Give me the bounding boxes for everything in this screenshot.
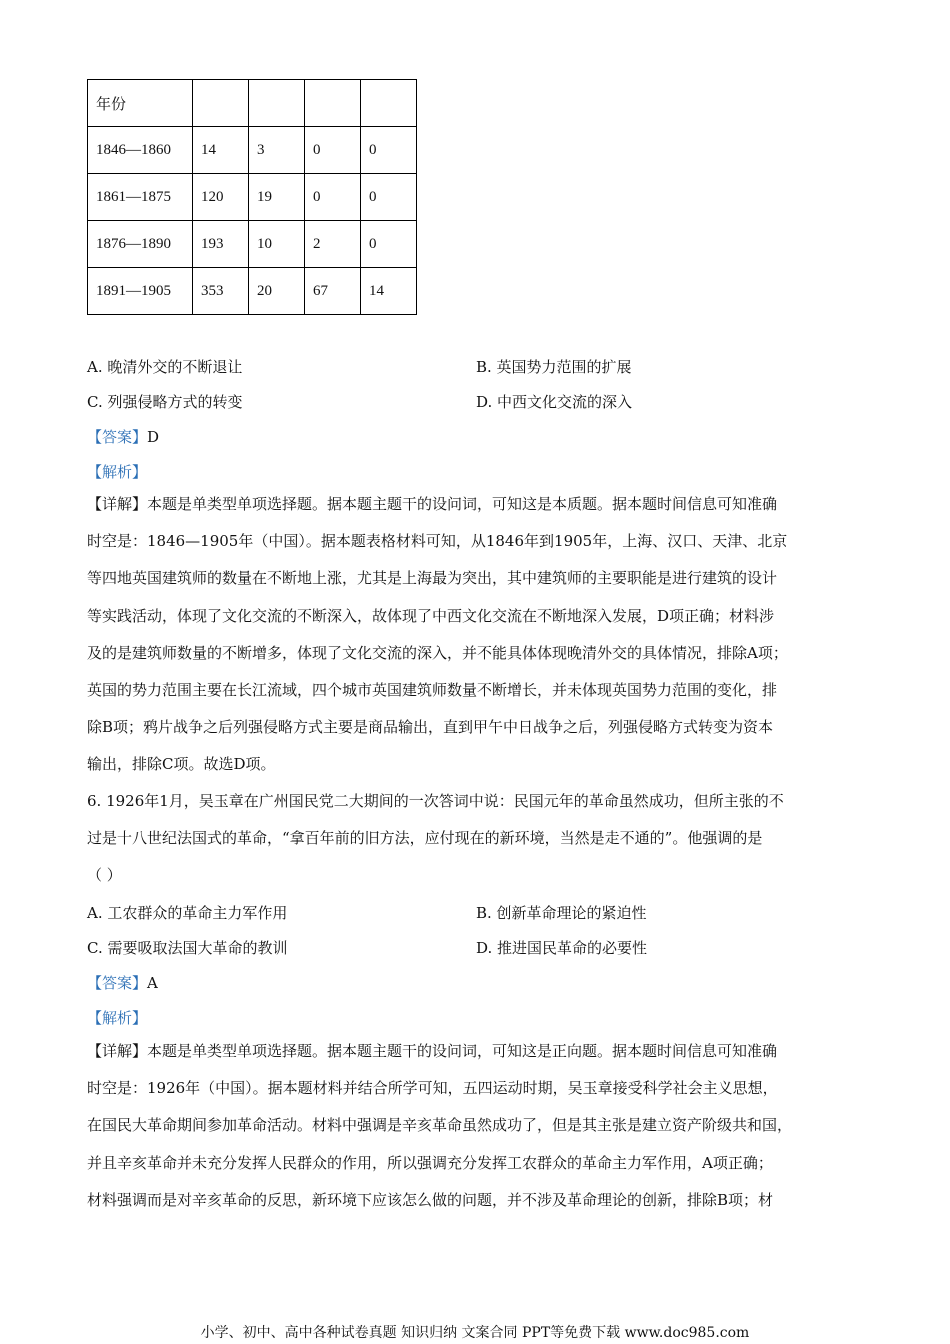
table-cell: 10 <box>249 221 305 268</box>
detail-text: 本题是单类型单项选择题。据本题主题干的设问词，可知这是正向题。据本题时间信息可知准确 <box>147 1042 778 1060</box>
table-cell: 0 <box>305 127 361 174</box>
table-cell: 3 <box>249 127 305 174</box>
table-header-cell <box>305 80 361 127</box>
table-header-row <box>88 80 417 127</box>
architect-count-table <box>87 79 417 315</box>
detail-line: 输出，排除C项。故选D项。 <box>87 755 276 774</box>
q5-detail-paragraph <box>87 486 867 784</box>
q6-option-b: B. 创新革命理论的紧迫性 <box>476 904 647 922</box>
detail-text: 本题是单类型单项选择题。据本题主题干的设问词，可知这是本质题。据本题时间信息可知准确 <box>147 495 778 513</box>
table-header-cell: 年份 <box>88 80 193 127</box>
table-cell: 14 <box>193 127 249 174</box>
analysis-tag: 【解析】 <box>87 1009 148 1027</box>
table-cell: 2 <box>305 221 361 268</box>
detail-line <box>87 486 867 523</box>
q5-analysis-heading <box>87 461 147 482</box>
detail-line <box>87 1033 867 1070</box>
detail-line: 材料强调而是对辛亥革命的反思，新环境下应该怎么做的问题，并不涉及革命理论的创新，排除B项；材 <box>87 1190 774 1209</box>
detail-line: 时空是：1846—1905年（中国）。据本题表格材料可知，从1846年到1905年，上海、汉口、天津、北京 <box>87 532 788 551</box>
q5-option-c: C. 列强侵略方式的转变 <box>87 393 243 411</box>
q5-option-a: A. 晚清外交的不断退让 <box>87 358 243 376</box>
footer-banner: 小学、初中、高中各种试卷真题 知识归纳 文案合同 PPT等免费下载 www.doc985.com <box>200 1325 750 1341</box>
detail-line: 除B项；鸦片战争之后列强侵略方式主要是商品输出，直到甲午中日战争之后，列强侵略方式转变为资本 <box>87 718 774 737</box>
detail-line: 及的是建筑师数量的不断增多，体现了文化交流的深入，并不能具体体现晚清外交的具体情况，排除A项； <box>87 643 788 662</box>
table-row <box>88 221 417 268</box>
detail-line: 时空是：1926年（中国）。据本题材料并结合所学可知，五四运动时期，吴玉章接受科学社会主义思想， <box>87 1079 778 1098</box>
table-cell: 0 <box>361 174 417 221</box>
stem-line: （ ） <box>87 866 122 885</box>
q6-option-c: C. 需要吸取法国大革命的教训 <box>87 939 288 957</box>
answer-value: A <box>147 974 158 992</box>
table-cell: 1861—1875 <box>88 174 193 221</box>
table-cell: 19 <box>249 174 305 221</box>
detail-tag: 【详解】 <box>87 495 148 513</box>
q6-analysis-heading <box>87 1007 147 1028</box>
answer-value: D <box>147 428 160 446</box>
table-cell: 0 <box>305 174 361 221</box>
table-cell: 1846—1860 <box>88 127 193 174</box>
q6-option-a: A. 工农群众的革命主力军作用 <box>87 904 288 922</box>
detail-line: 等实践活动，体现了文化交流的不断深入，故体现了中西文化交流在不断地深入发展，D项正确；材料涉 <box>87 606 775 625</box>
table-cell: 14 <box>361 268 417 315</box>
q5-answer <box>87 426 159 447</box>
table-cell: 0 <box>361 221 417 268</box>
table-header-cell <box>249 80 305 127</box>
q6-option-d: D. 推进国民革命的必要性 <box>476 939 648 957</box>
detail-line: 并且辛亥革命并未充分发挥人民群众的作用，所以强调充分发挥工农群众的革命主力军作用，A项正确； <box>87 1153 773 1172</box>
table-row <box>88 127 417 174</box>
table-cell: 20 <box>249 268 305 315</box>
table-cell: 353 <box>193 268 249 315</box>
table-cell: 1876—1890 <box>88 221 193 268</box>
stem-line: 6. 1926年1月，吴玉章在广州国民党二大期间的一次答词中说：民国元年的革命虽然成功，但所主张的不 <box>87 792 784 810</box>
analysis-tag: 【解析】 <box>87 463 148 481</box>
table-cell: 67 <box>305 268 361 315</box>
detail-line: 英国的势力范围主要在长江流域，四个城市英国建筑师数量不断增长，并未体现英国势力范围的变化，排 <box>87 680 778 699</box>
detail-line: 等四地英国建筑师的数量在不断地上涨，尤其是上海最为突出，其中建筑师的主要职能是进行建筑的设计 <box>87 569 778 588</box>
table-row <box>88 268 417 315</box>
table-cell: 1891—1905 <box>88 268 193 315</box>
stem-line: 过是十八世纪法国式的革命，“拿百年前的旧方法，应付现在的新环境，当然是走不通的”。他强调的是 <box>87 829 763 848</box>
q6-stem <box>87 783 867 895</box>
table-cell: 193 <box>193 221 249 268</box>
detail-tag: 【详解】 <box>87 1042 148 1060</box>
detail-line: 在国民大革命期间参加革命活动。材料中强调是辛亥革命虽然成功了，但是其主张是建立资产阶级共和国， <box>87 1116 793 1135</box>
answer-tag: 【答案】 <box>87 974 148 992</box>
table-header-cell <box>361 80 417 127</box>
table-header-cell <box>193 80 249 127</box>
q5-option-b: B. 英国势力范围的扩展 <box>476 358 632 376</box>
q6-answer <box>87 972 158 993</box>
table-row <box>88 174 417 221</box>
table-cell: 120 <box>193 174 249 221</box>
q5-option-d: D. 中西文化交流的深入 <box>476 393 633 411</box>
q6-detail-paragraph <box>87 1033 867 1219</box>
answer-tag: 【答案】 <box>87 428 148 446</box>
table-cell: 0 <box>361 127 417 174</box>
